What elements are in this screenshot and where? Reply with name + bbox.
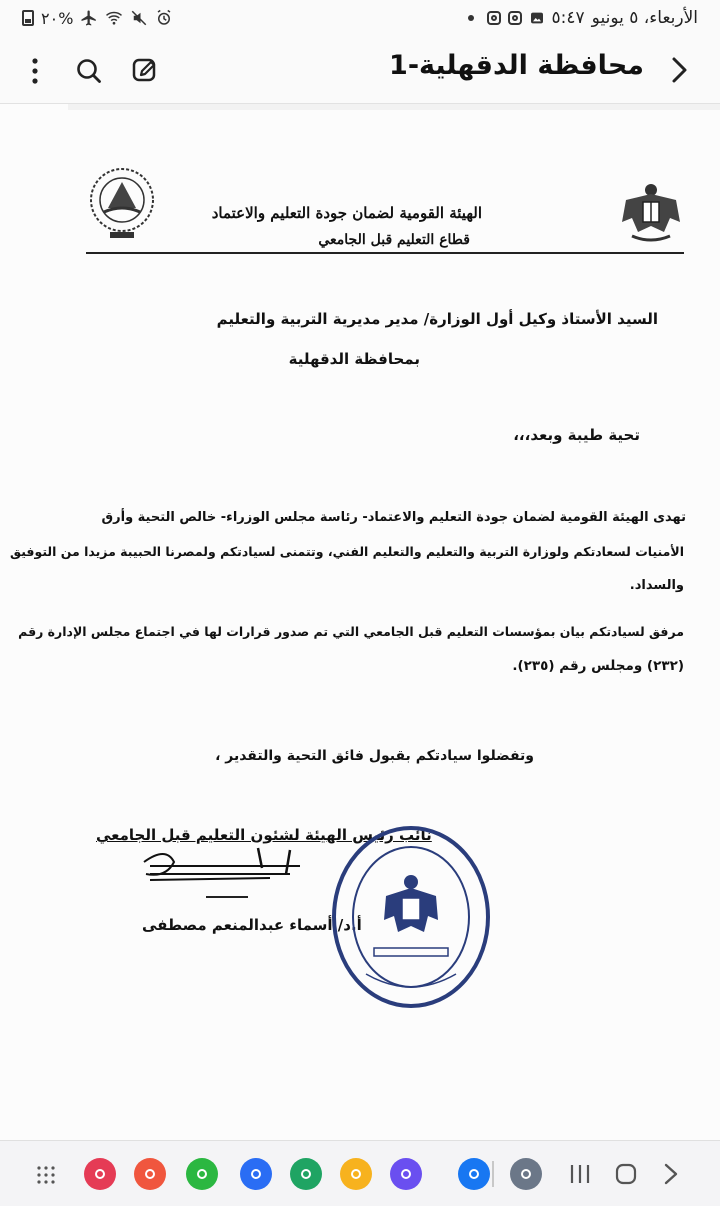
- navigation-bar: [0, 1140, 720, 1206]
- more-options-icon[interactable]: [26, 56, 44, 86]
- closing-line: وتفضلوا سيادتكم بقبول فائق التحية والتقدير ،: [215, 748, 534, 764]
- egypt-eagle-emblem-icon: [618, 178, 684, 246]
- home-icon[interactable]: [614, 1162, 638, 1186]
- battery-level: ٢٠%: [41, 8, 74, 28]
- back-nav-icon[interactable]: [660, 1162, 682, 1186]
- paragraph-2-line-1: مرفق لسيادتكم بيان بمؤسسات التعليم قبل الجامعي التي تم صدور قرارات لها في اجتماع مجلس الإدارة رقم: [18, 624, 684, 639]
- phone-icon[interactable]: [290, 1158, 322, 1190]
- whatsapp-glyph: [197, 1169, 207, 1179]
- signature-line: [206, 896, 248, 898]
- header-org-name: الهيئة القومية لضمان جودة التعليم والاعتماد: [211, 204, 482, 222]
- whatsapp-icon[interactable]: [186, 1158, 218, 1190]
- paragraph-1-line-2: الأمنيات لسعادتكم ولوزارة التربية والتعليم والتعليم الفني، وتتمنى لسيادتكم ولمصرنا الحبيبة مزيدا من التوفيق: [9, 544, 684, 559]
- more-notifications-dot: [468, 15, 474, 21]
- facebook-glyph: [469, 1169, 479, 1179]
- mute-icon: [130, 9, 148, 27]
- browser-icon[interactable]: [390, 1158, 422, 1190]
- header-divider: [86, 252, 684, 254]
- back-chevron-icon[interactable]: [664, 54, 694, 86]
- signatory-title: نائب رئيس الهيئة لشئون التعليم قبل الجامعي: [96, 826, 432, 844]
- settings-icon[interactable]: [510, 1158, 542, 1190]
- search-icon[interactable]: [74, 56, 104, 86]
- status-info-right: [468, 8, 698, 28]
- naqaae-logo-icon: [86, 164, 158, 242]
- airplane-mode-icon: [80, 9, 98, 27]
- messages-glyph: [251, 1169, 261, 1179]
- instagram-notification-icon: [508, 11, 522, 25]
- header-sector-name: قطاع التعليم قبل الجامعي: [318, 232, 470, 248]
- greeting-line: تحية طيبة وبعد،،،: [513, 426, 640, 444]
- gallery-notification-icon: [529, 10, 545, 26]
- settings-glyph: [521, 1169, 531, 1179]
- app-bar: [0, 36, 720, 104]
- my-files-glyph: [351, 1169, 361, 1179]
- signatory-name: أ.د/ أسماء عبدالمنعم مصطفى: [142, 916, 362, 934]
- official-stamp-seal: [330, 824, 492, 1010]
- status-bar: [0, 0, 720, 36]
- instagram-notification-icon: [487, 11, 501, 25]
- tray-separator: [492, 1161, 494, 1187]
- page-edge: [68, 104, 720, 110]
- date-label: الأربعاء، ٥ يونيو: [591, 8, 698, 28]
- instagram-glyph: [95, 1169, 105, 1179]
- handwritten-signature: [140, 844, 310, 900]
- browser-glyph: [401, 1169, 411, 1179]
- messages-icon[interactable]: [240, 1158, 272, 1190]
- my-files-icon[interactable]: [340, 1158, 372, 1190]
- phone-glyph: [301, 1169, 311, 1179]
- addressee-line: السيد الأستاذ وكيل أول الوزارة/ مدير مديرية التربية والتعليم: [216, 310, 658, 328]
- facebook-icon[interactable]: [458, 1158, 490, 1190]
- wifi-icon: [105, 9, 123, 27]
- governorate-line: بمحافظة الدقهلية: [288, 350, 420, 368]
- instagram-icon[interactable]: [84, 1158, 116, 1190]
- edit-icon[interactable]: [130, 56, 160, 86]
- page-title: محافظة الدقهلية-1: [389, 50, 644, 81]
- paragraph-1-line-3: والسداد.: [629, 578, 684, 593]
- contacts-icon[interactable]: [134, 1158, 166, 1190]
- alarm-icon: [155, 9, 173, 27]
- battery-icon: [22, 10, 34, 26]
- clock: ٥:٤٧: [551, 8, 585, 28]
- contacts-glyph: [145, 1169, 155, 1179]
- paragraph-2-line-2: (٢٣٢) ومجلس رقم (٢٣٥).: [512, 658, 684, 674]
- app-drawer-icon[interactable]: [36, 1165, 56, 1185]
- paragraph-1-line-1: تهدى الهيئة القومية لضمان جودة التعليم والاعتماد- رئاسة مجلس الوزراء- خالص التحية وأرق: [101, 510, 686, 525]
- recent-apps-icon[interactable]: [568, 1163, 592, 1185]
- status-icons-left: [22, 9, 173, 28]
- document-image: [0, 104, 720, 1140]
